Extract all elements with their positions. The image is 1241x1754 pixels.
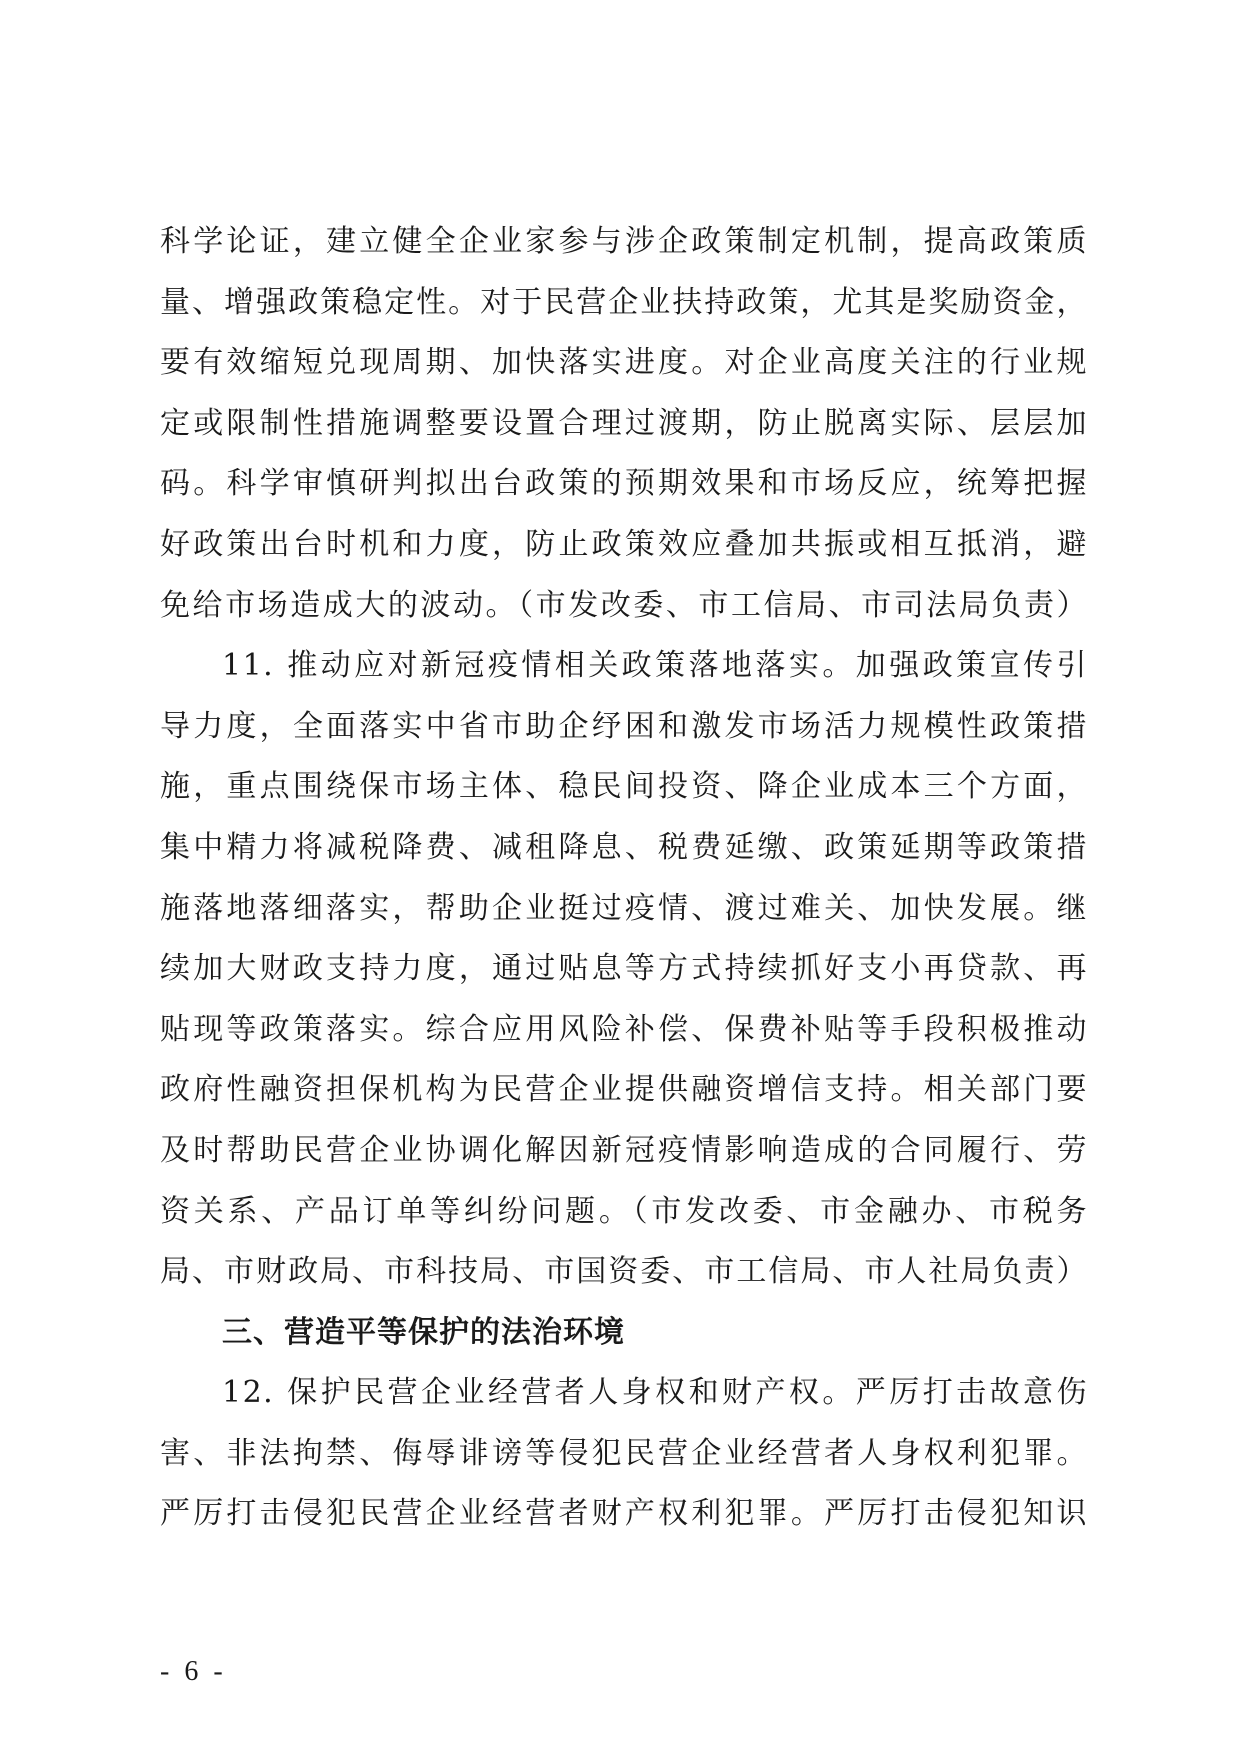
text-line: 严厉打击侵犯民营企业经营者财产权利犯罪。严厉打击侵犯知识 — [160, 1496, 1088, 1532]
text-line: 码。科学审慎研判拟出台政策的预期效果和市场反应，统筹把握 — [160, 466, 1088, 502]
section-heading: 三、营造平等保护的法治环境 — [222, 1314, 625, 1350]
text-line: 免给市场造成大的波动。（市发改委、市工信局、市司法局负责） — [160, 587, 1088, 623]
text-line: 政府性融资担保机构为民营企业提供融资增信支持。相关部门要 — [160, 1072, 1088, 1108]
text-line: 资关系、产品订单等纠纷问题。（市发改委、市金融办、市税务 — [160, 1193, 1088, 1229]
text-line: 导力度，全面落实中省市助企纾困和激发市场活力规模性政策措 — [160, 708, 1088, 744]
text-line: 要有效缩短兑现周期、加快落实进度。对企业高度关注的行业规 — [160, 345, 1088, 381]
text-line: 定或限制性措施调整要设置合理过渡期，防止脱离实际、层层加 — [160, 405, 1088, 441]
text-line: 量、增强政策稳定性。对于民营企业扶持政策，尤其是奖励资金， — [160, 284, 1088, 320]
item-11-title-line: 11. 推动应对新冠疫情相关政策落地落实。加强政策宣传引 — [222, 648, 1088, 684]
text-line: 施，重点围绕保市场主体、稳民间投资、降企业成本三个方面， — [160, 769, 1088, 805]
text-line: 害、非法拘禁、侮辱诽谤等侵犯民营企业经营者人身权利犯罪。 — [160, 1435, 1088, 1471]
text-line: 续加大财政支持力度，通过贴息等方式持续抓好支小再贷款、再 — [160, 951, 1088, 987]
text-line: 局、市财政局、市科技局、市国资委、市工信局、市人社局负责） — [160, 1254, 1088, 1290]
text-line: 科学论证，建立健全企业家参与涉企政策制定机制，提高政策质 — [160, 224, 1088, 259]
text-line: 好政策出台时机和力度，防止政策效应叠加共振或相互抵消，避 — [160, 526, 1088, 562]
document-body — [160, 222, 1088, 1555]
text-line: 贴现等政策落实。综合应用风险补偿、保费补贴等手段积极推动 — [160, 1011, 1088, 1047]
item-12-title-line: 12. 保护民营企业经营者人身权和财产权。严厉打击故意伤 — [222, 1375, 1088, 1411]
text-line: 施落地落细落实，帮助企业挺过疫情、渡过难关、加快发展。继 — [160, 890, 1088, 926]
page-number: - 6 - — [160, 1656, 227, 1687]
text-line: 集中精力将减税降费、减租降息、税费延缴、政策延期等政策措 — [160, 829, 1088, 865]
text-line: 及时帮助民营企业协调化解因新冠疫情影响造成的合同履行、劳 — [160, 1132, 1088, 1168]
